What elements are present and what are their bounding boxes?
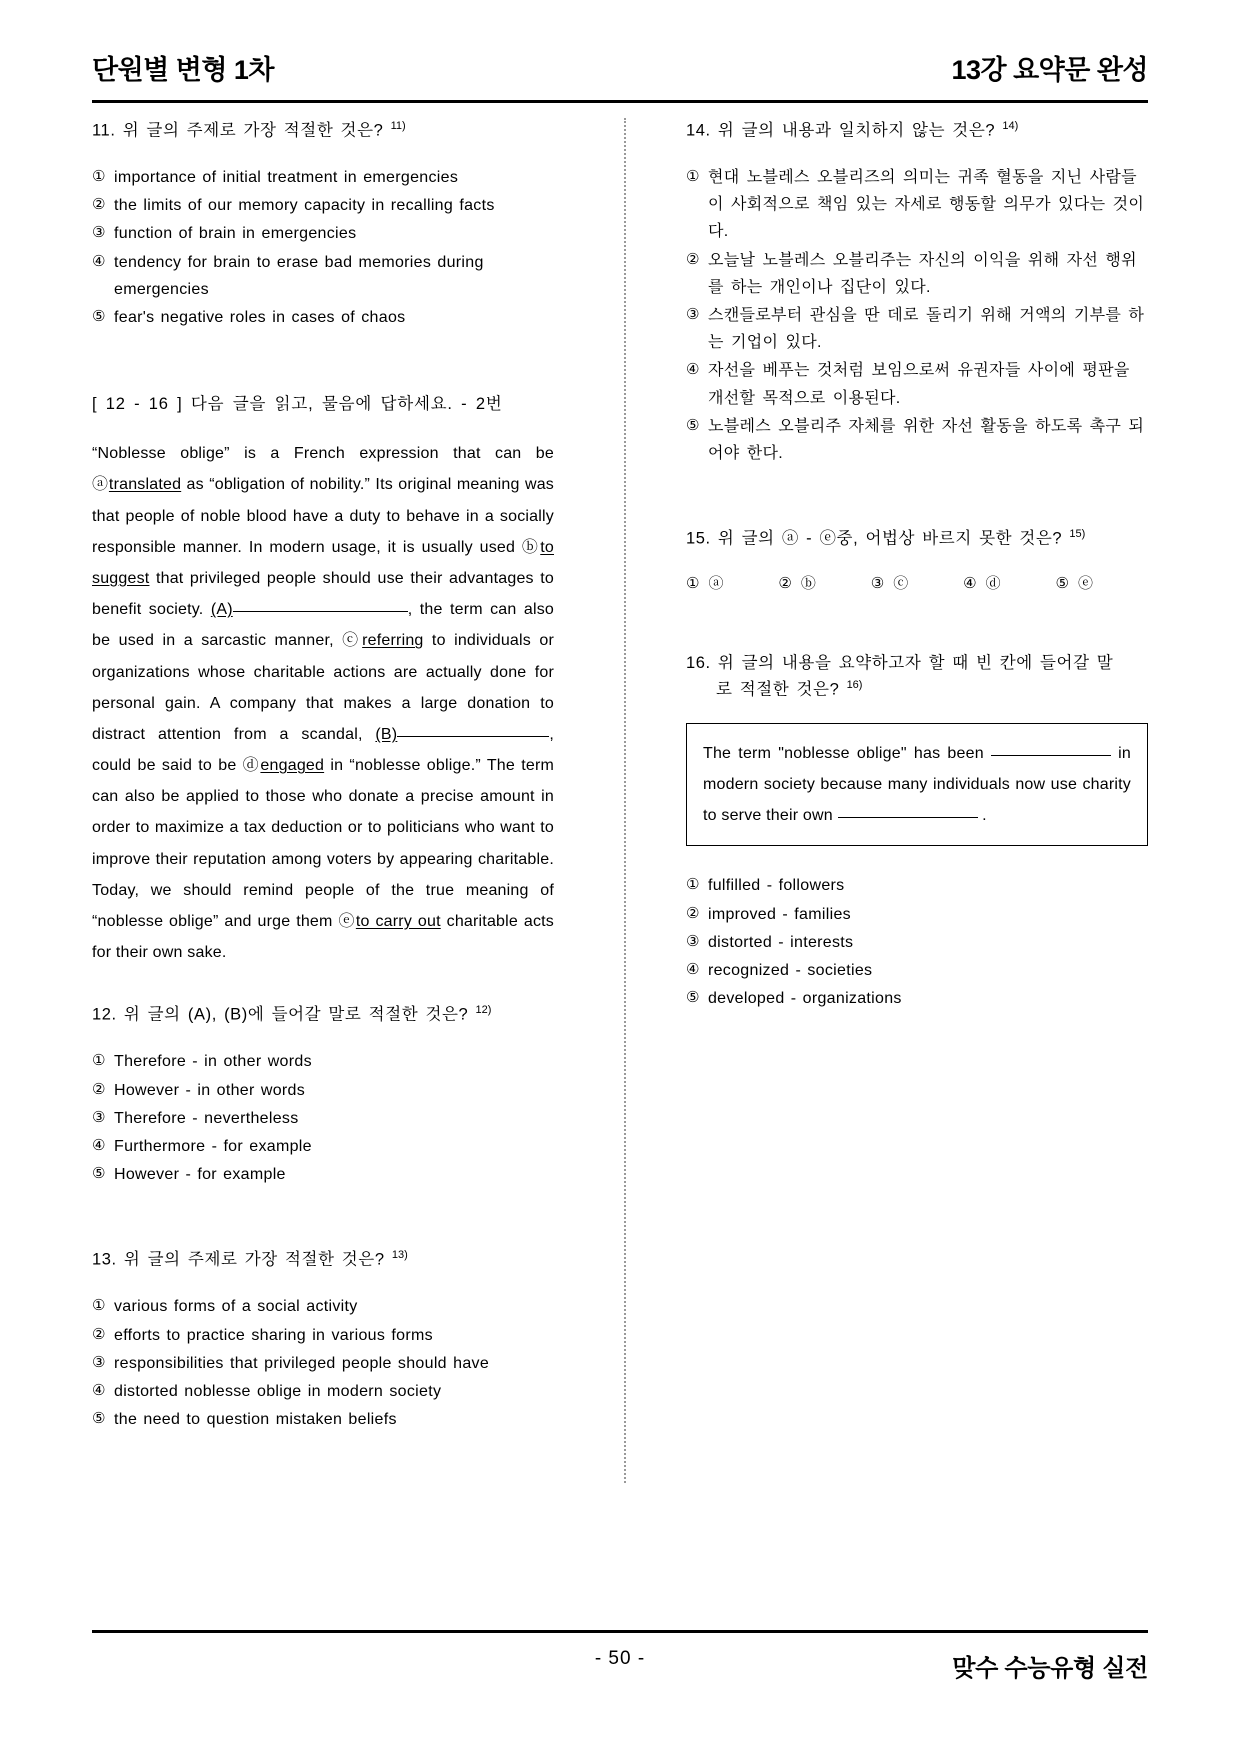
choice-item[interactable] [92,1322,554,1349]
circled-marker-e: ⓔ [338,913,356,930]
header-left-title: 단원별 변형 1차 [92,55,275,85]
circled-marker-a: ⓐ [92,476,109,494]
summary-segment: The term "noblesse oblige" has been [702,744,991,762]
choice-item[interactable] [92,1105,554,1132]
question-14 [686,118,1148,467]
question-14-footnote-marker: 14) [1002,120,1019,132]
passage-segment: that privileged people should use their advantages to benefit society. [92,569,554,619]
question-11-heading-text: 11. 위 글의 주제로 가장 적절한 것은? [92,121,384,140]
choice-item[interactable] [92,1077,554,1104]
choice-item[interactable] [92,192,554,219]
summary-blank-2 [838,817,978,818]
choice-text: 스캔들로부터 관심을 딴 데로 돌리기 위해 거액의 기부를 하는 기업이 있다. [707,307,1145,352]
choice-item[interactable] [686,247,1148,301]
choice-number: ⑤ [1055,574,1069,592]
footer-divider-rule [92,1630,1148,1633]
footer-brand: 맞수 수능유형 실전 [952,1655,1148,1682]
two-column-body [92,118,1148,1498]
question-16 [686,651,1148,1012]
choice-item[interactable] [92,164,554,191]
choice-text: fulfilled - followers [707,877,845,895]
choice-item[interactable] [963,572,1055,593]
choice-text: distorted - interests [707,933,854,951]
choice-item[interactable] [686,929,1148,956]
question-14-heading [686,118,1148,144]
underlined-phrase-d: engaged [260,757,325,775]
circled-marker-d: ⓓ [242,757,261,775]
passage-segment: “Noblesse oblige” is a French expression that can be [92,445,554,463]
choice-number: ③ [92,224,106,242]
choice-number: ⑤ [92,1410,106,1428]
underlined-phrase-a: translated [108,476,182,494]
passage-segment: to individuals or organizations whose charitable actions are actually done for personal gain. A company that makes a large donation to distract attention from a scandal, [92,632,555,743]
question-14-heading-text: 14. 위 글의 내용과 일치하지 않는 것은? [685,121,996,140]
question-13 [92,1247,554,1433]
choice-text: 오늘날 노블레스 오블리주는 자신의 이익을 위해 자선 행위를 하는 개인이나 집단이 있다. [707,251,1137,296]
question-11-choices [92,164,554,331]
spacer [686,593,1148,651]
choice-text: fear's negative roles in cases of chaos [114,309,406,326]
circled-marker-b: ⓑ [521,538,541,556]
choice-letter: ⓐ [708,575,724,593]
question-12-heading [92,1002,554,1028]
choice-item[interactable] [686,901,1148,928]
question-16-heading-line2-wrap [686,677,1148,703]
choice-number: ④ [92,252,106,270]
choice-item[interactable] [92,249,554,303]
question-16-heading [686,651,1148,703]
circled-marker-c: ⓒ [342,632,363,650]
passage-segment: as “obligation of nobility.” Its original meaning was that people of noble blood have a duty to behave in a socially responsible manner. In modern usage, it is usually used [92,476,554,556]
blank-a-label: (A) [210,601,233,619]
blank-a-rule [233,611,408,612]
column-divider [624,118,627,1483]
choice-item[interactable] [92,304,554,331]
question-12-choices [92,1048,554,1188]
choice-letter: ⓔ [1078,575,1094,593]
choice-item[interactable] [686,357,1148,411]
page-number: - 50 - [594,1648,646,1669]
choice-number: ③ [685,932,700,950]
spacer [686,468,1148,526]
choice-item[interactable] [686,985,1148,1012]
question-11-heading [92,118,554,144]
underlined-phrase-c: referring [362,632,424,650]
choice-item[interactable] [778,572,870,593]
choice-number: ⑤ [92,308,106,325]
header-divider-rule [92,100,1148,103]
blank-b-rule-part1 [397,736,441,737]
choice-text: 자선을 베푸는 것처럼 보임으로써 유권자들 사이에 평판을 개선할 목적으로 이용된다. [707,362,1130,407]
choice-number: ② [685,250,700,268]
choice-item[interactable] [686,957,1148,984]
choice-number: ① [92,1297,106,1315]
question-12-footnote-marker: 12) [475,1004,492,1017]
question-15 [686,526,1148,593]
passage-segment: , could be said to be [92,725,554,775]
choice-number: ④ [685,960,700,978]
question-16-choices [686,872,1148,1012]
question-15-choices [686,572,1148,593]
choice-item[interactable] [92,1133,554,1160]
question-12-heading-text: 12. 위 글의 (A), (B)에 들어갈 말로 적절한 것은? [92,1005,469,1024]
choice-text: 현대 노블레스 오블리즈의 의미는 귀족 혈동을 지닌 사람들이 사회적으로 책임 있는 자세로 행동할 의무가 있다는 것이다. [707,169,1145,241]
choice-text: distorted noblesse oblige in modern society [114,1383,442,1400]
question-15-heading-text: 15. 위 글의 ⓐ - ⓔ중, 어법상 바르지 못한 것은? [685,529,1063,548]
passage-segment: in “noblesse oblige.” The term can also be applied to those who donate a precise amount in order to maximize a tax deduction or to politicians who want to improve their reputation among voters by appearing charitable. Today, we should remind people of the true meaning of “noblesse oblige” and urge them [92,757,555,930]
choice-text: 노블레스 오블리주 자체를 위한 자선 활동을 하도록 촉구 되어야 한다. [707,417,1145,462]
passage-segment: charitable acts for their own sake. [92,913,555,962]
choice-text: developed - organizations [707,990,902,1008]
choice-number: ⑤ [685,416,700,434]
choice-number: ② [92,1080,106,1098]
choice-number: ① [685,876,700,894]
choice-text: However - in other words [114,1081,306,1099]
question-16-heading-line1: 16. 위 글의 내용을 요약하고자 할 때 빈 칸에 들어갈 말 [685,654,1114,673]
reading-passage [92,438,554,968]
choice-number: ④ [92,1137,106,1154]
blank-b-label: (B) [375,725,398,743]
choice-number: ③ [685,306,700,323]
choice-text: efforts to practice sharing in various forms [114,1326,433,1344]
choice-text: importance of initial treatment in emergencies [114,169,459,187]
choice-item[interactable] [92,1293,554,1320]
choice-number: ② [685,904,700,922]
left-column [92,118,564,1498]
choice-number: ② [92,196,106,214]
passage-segment: , the term can also be used in a sarcastic manner, [92,601,555,650]
choice-number: ④ [92,1382,106,1399]
question-15-heading [686,526,1148,552]
summary-segment: . [977,807,987,825]
choice-number: ① [92,1052,106,1070]
underlined-phrase-b: to suggest [92,538,554,587]
choice-number: ③ [92,1108,106,1126]
page-header [92,48,1148,87]
choice-item[interactable] [92,1378,554,1405]
choice-number: ③ [870,574,885,592]
choice-number: ④ [685,361,700,379]
choice-text: various forms of a social activity [114,1298,358,1316]
choice-item[interactable] [686,872,1148,899]
right-column [686,118,1148,1498]
choice-item[interactable] [92,1048,554,1075]
spacer [92,332,554,390]
choice-letter: ⓓ [985,575,1001,593]
choice-letter: ⓒ [893,575,909,593]
choice-item[interactable] [92,1406,554,1433]
choice-item[interactable] [686,302,1148,356]
spacer [92,1189,554,1247]
question-15-footnote-marker: 15) [1069,528,1086,541]
blank-b-rule-part2 [441,736,549,737]
choice-number: ③ [92,1353,106,1371]
choice-text: Therefore - in other words [114,1053,312,1071]
choice-item[interactable] [686,572,778,593]
question-11 [92,118,554,331]
choice-item[interactable] [871,572,963,593]
question-13-heading [92,1247,554,1273]
choice-item[interactable] [1056,572,1148,593]
choice-text: improved - families [707,905,851,923]
choice-text: tendency for brain to erase bad memories during emergencies [114,253,484,298]
choice-text: function of brain in emergencies [114,225,357,243]
question-13-heading-text: 13. 위 글의 주제로 가장 적절한 것은? [92,1250,385,1269]
choice-text: the limits of our memory capacity in recalling facts [114,197,495,215]
header-right-title: 13강 요약문 완성 [951,55,1148,85]
question-11-footnote-marker: 11) [390,120,406,132]
choice-item[interactable] [686,413,1148,467]
choice-text: the need to question mistaken beliefs [114,1411,397,1429]
choice-letter: ⓑ [800,575,816,593]
spacer [92,968,554,1002]
question-16-footnote-marker: 16) [846,678,863,691]
question-12 [92,1002,554,1188]
choice-item[interactable] [686,164,1148,246]
passage-instruction: [ 12 - 16 ] 다음 글을 읽고, 물음에 답하세요. - 2번 [92,395,503,414]
underlined-phrase-e: to carry out [355,913,441,930]
choice-number: ④ [963,574,977,592]
choice-number: ① [685,574,700,592]
question-13-choices [92,1293,554,1433]
choice-text: Furthermore - for example [114,1138,312,1155]
choice-item[interactable] [92,220,554,247]
choice-number: ⑤ [685,989,700,1007]
choice-item[interactable] [92,1350,554,1377]
summary-blank-1 [991,755,1111,756]
summary-segment: in modern society because many individuals now use charity to serve their own [702,744,1131,825]
choice-item[interactable] [92,1161,554,1188]
choice-number: ① [685,168,700,186]
question-14-choices [686,164,1148,467]
question-13-footnote-marker: 13) [391,1249,408,1262]
question-16-heading-line2: 로 적절한 것은? [715,680,840,699]
choice-text: recognized - societies [707,961,873,979]
choice-number: ⑤ [92,1165,106,1183]
choice-number: ② [92,1325,106,1343]
choice-number: ② [778,574,792,592]
choice-number: ① [92,168,106,186]
choice-text: Therefore - nevertheless [114,1109,299,1127]
choice-text: responsibilities that privileged people should have [114,1354,490,1372]
choice-text: However - for example [114,1166,286,1184]
summary-box [686,723,1148,847]
